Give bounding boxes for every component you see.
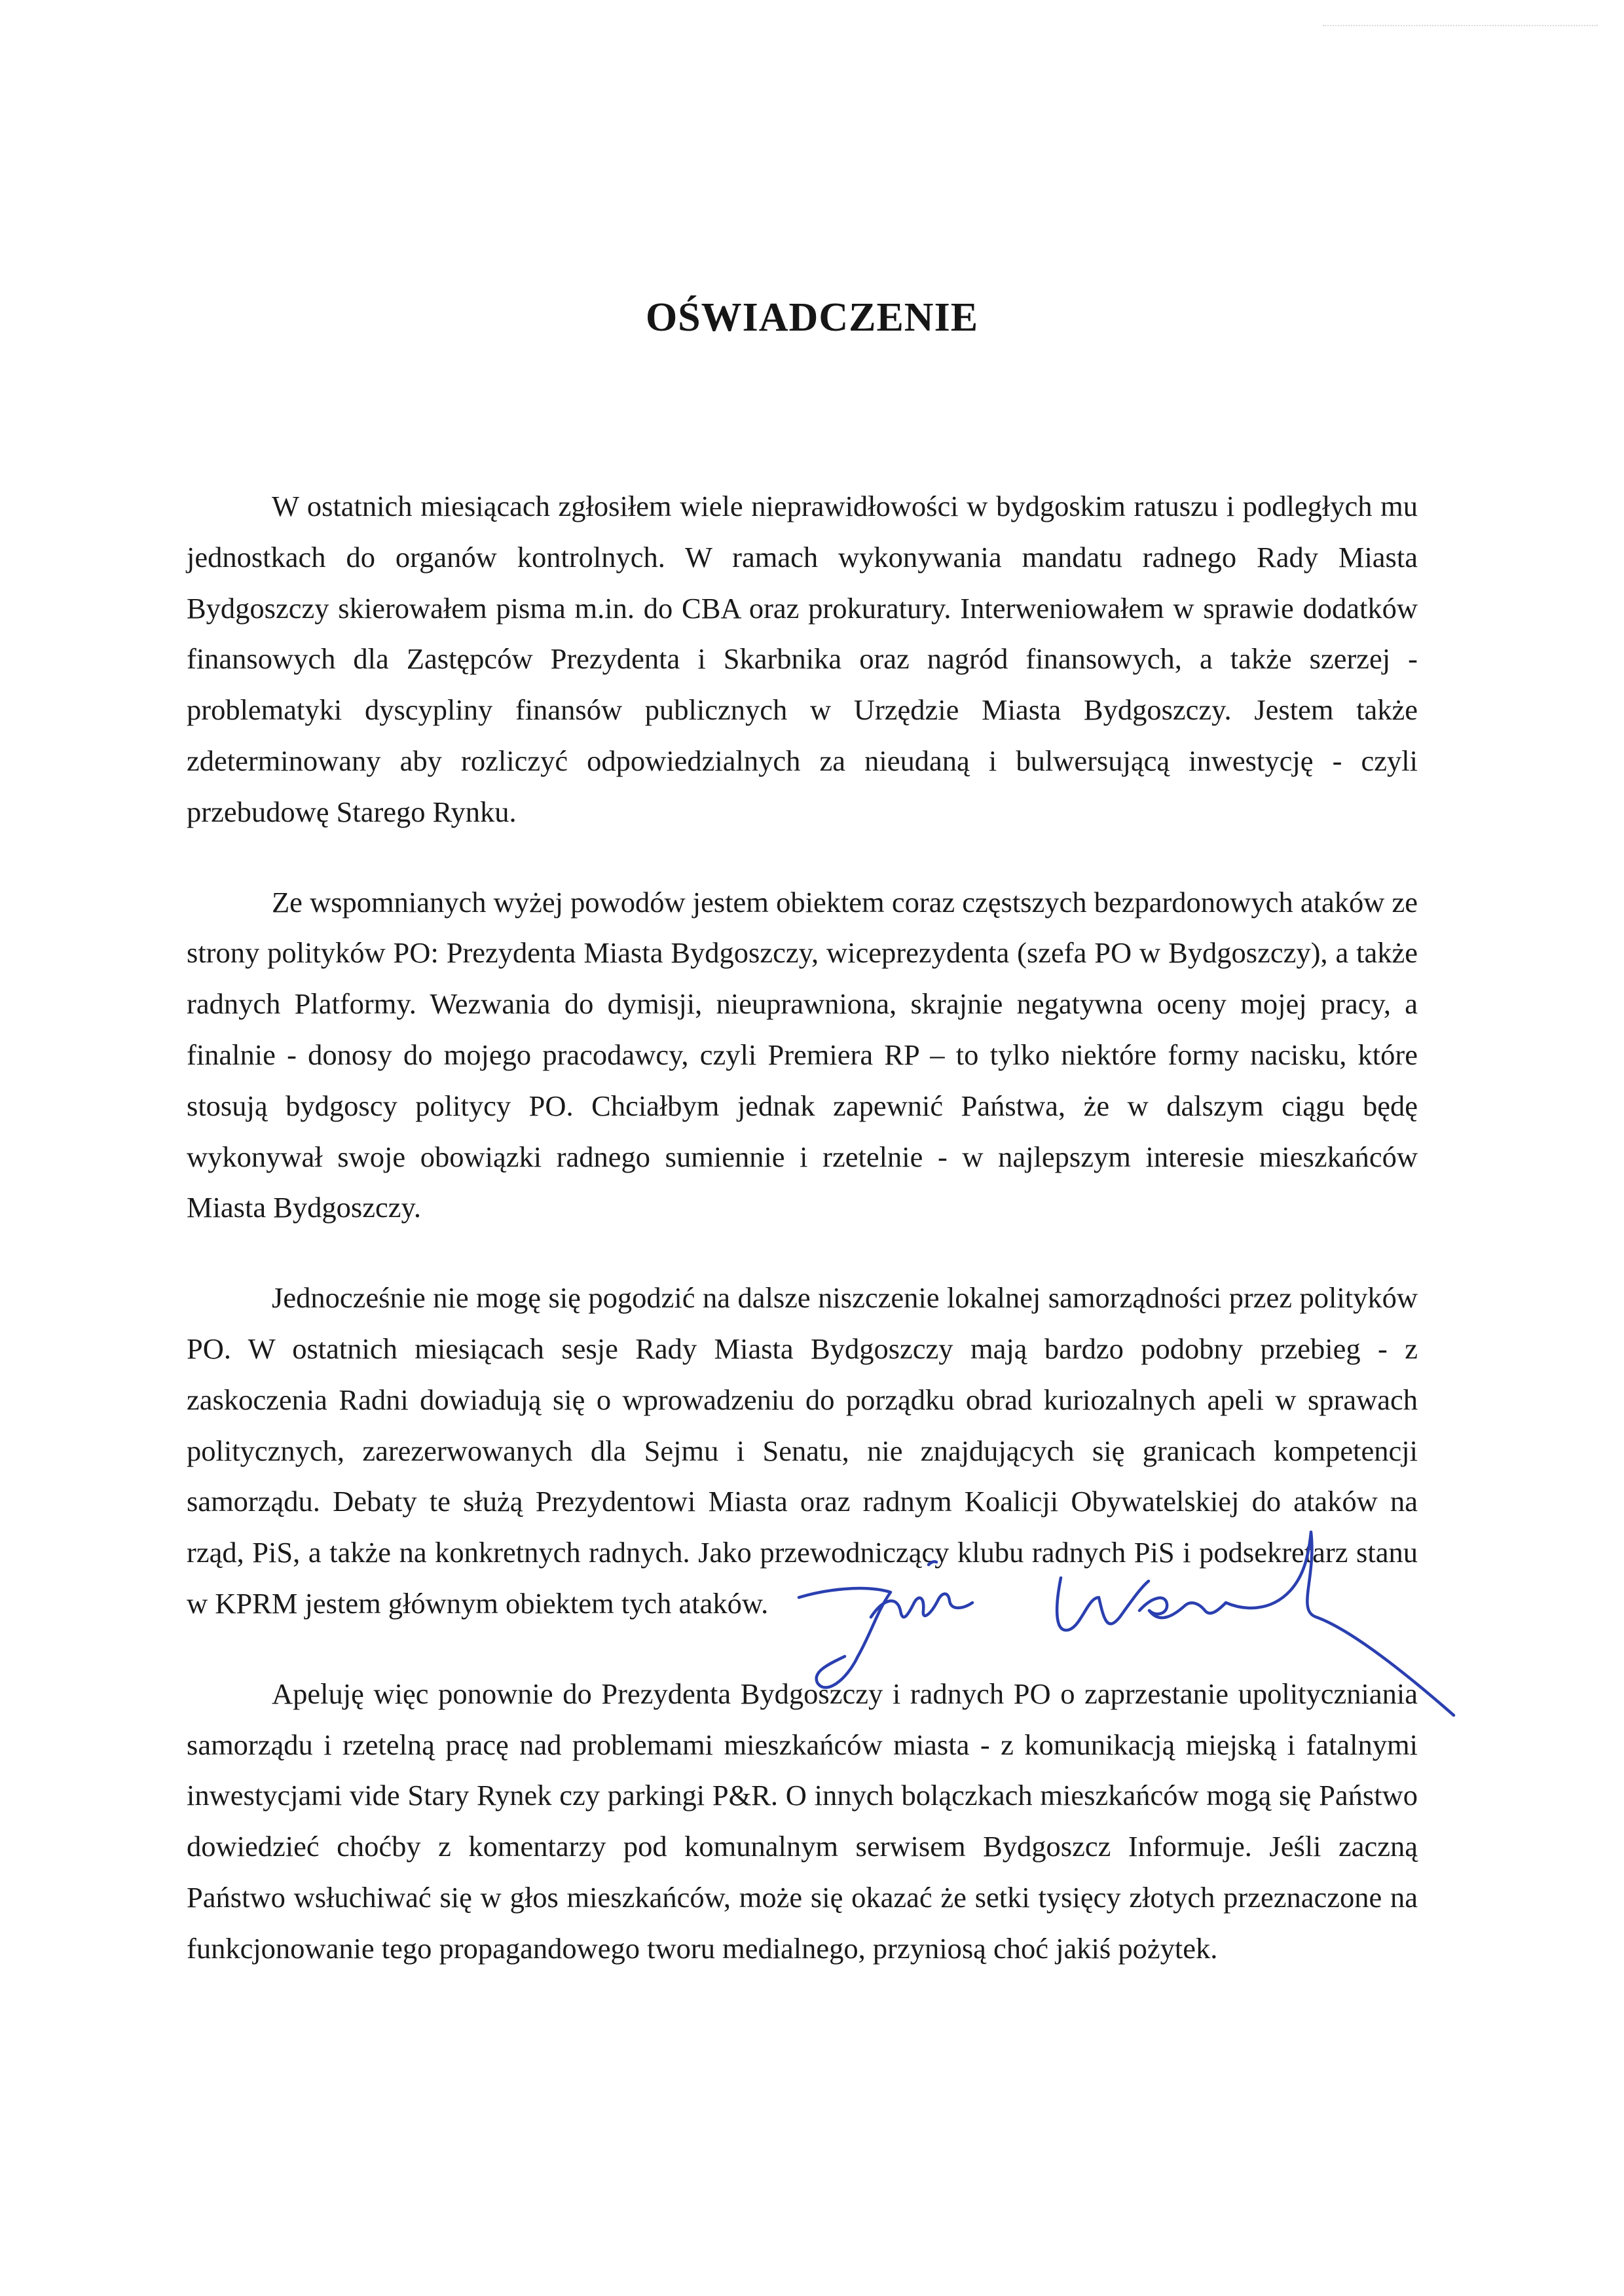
handwritten-signature bbox=[773, 1519, 1493, 1794]
signature-stroke-last-2 bbox=[1139, 1598, 1226, 1618]
paragraph-1: W ostatnich miesiącach zgłosiłem wiele nieprawidłowości w bydgoskim ratuszu i podległych mu jednostkach do organów kontrolnych. W ramach wykonywania mandatu radnego Rady Miasta Bydgoszczy skierowałem pisma m.in. do CBA oraz prokuratury. Interweniowałem w sprawie dodatków finansowych dla Zastępców Prezydenta i Skarbnika oraz nagród finansowych, a także szerzej - problematyki dyscypliny finansów publicznych w Urzędzie Miasta Bydgoszczy. Jestem także zdeterminowany aby rozliczyć odpowiedzialnych za nieudaną i bulwersującą inwestycję - czyli przebudowę Starego Rynku. bbox=[187, 490, 1418, 828]
paragraph-4: Apeluję więc ponownie do Prezydenta Bydgoszczy i radnych PO o zaprzestanie upolityczniania samorządu i rzetelną pracę nad problemami mieszkańców miasta - z komunikacją miejską i fatalnymi inwestycjami vide Stary Rynek czy parkingi P&R. O innych bolączkach mieszkańców mogą się Państwo dowiedzieć choćby z komentarzy pod komunalnym serwisem Bydgoszcz Informuje. Jeśli zaczną Państwo wsłuchiwać się w głos mieszkańców, może się okazać że setki tysięcy złotych przeznaczone na funkcjonowanie tego propagandowego tworu medialnego, przyniosą choć jakiś pożytek. bbox=[187, 1677, 1418, 1965]
signature-dot bbox=[929, 1561, 936, 1565]
signature-stroke-first bbox=[799, 1588, 891, 1687]
document-title: OŚWIADCZENIE bbox=[645, 295, 979, 340]
signature-stroke-last bbox=[1057, 1578, 1149, 1630]
paragraph-3: Jednocześnie nie mogę się pogodzić na dalsze niszczenie lokalnej samorządności przez polityków PO. W ostatnich miesiącach sesje Rady Miasta Bydgoszczy mają bardzo podobny przebieg - z zaskoczenia Radni dowiadują się o wprowadzeniu do porządku obrad kuriozalnych apeli w sprawach politycznych, zarezerwowanych dla Sejmu i Senatu, nie znajdujących się granicach kompetencji samorządu. Debaty te służą Prezydentowi Miasta oraz radnym Koalicji Obywatelskiej do ataków na rząd, PiS, a także na konkretnych radnych. Jako przewodniczący klubu radnych PiS i podsekretarz stanu w KPRM jestem głównym obiektem tych ataków. bbox=[187, 1281, 1418, 1620]
scan-artifact bbox=[1323, 25, 1598, 26]
signature-flourish bbox=[1226, 1532, 1454, 1715]
paragraph-2: Ze wspomnianych wyżej powodów jestem obiektem coraz częstszych bezpardonowych ataków ze strony polityków PO: Prezydenta Miasta Bydgoszczy, wiceprezydenta (szefa PO w Bydgoszczy), a także radnych Platformy. Wezwania do dymisji, nieuprawniona, skrajnie negatywna oceny mojej pracy, a finalnie - donosy do mojego pracodawcy, czyli Premiera RP – to tylko niektóre formy nacisku, które stosują bydgoscy politycy PO. Chciałbym jednak zapewnić Państwa, że w dalszym ciągu będę wykonywał swoje obowiązki radnego sumiennie i rzetelnie - w najlepszym interesie mieszkańców Miasta Bydgoszczy. bbox=[187, 885, 1418, 1224]
